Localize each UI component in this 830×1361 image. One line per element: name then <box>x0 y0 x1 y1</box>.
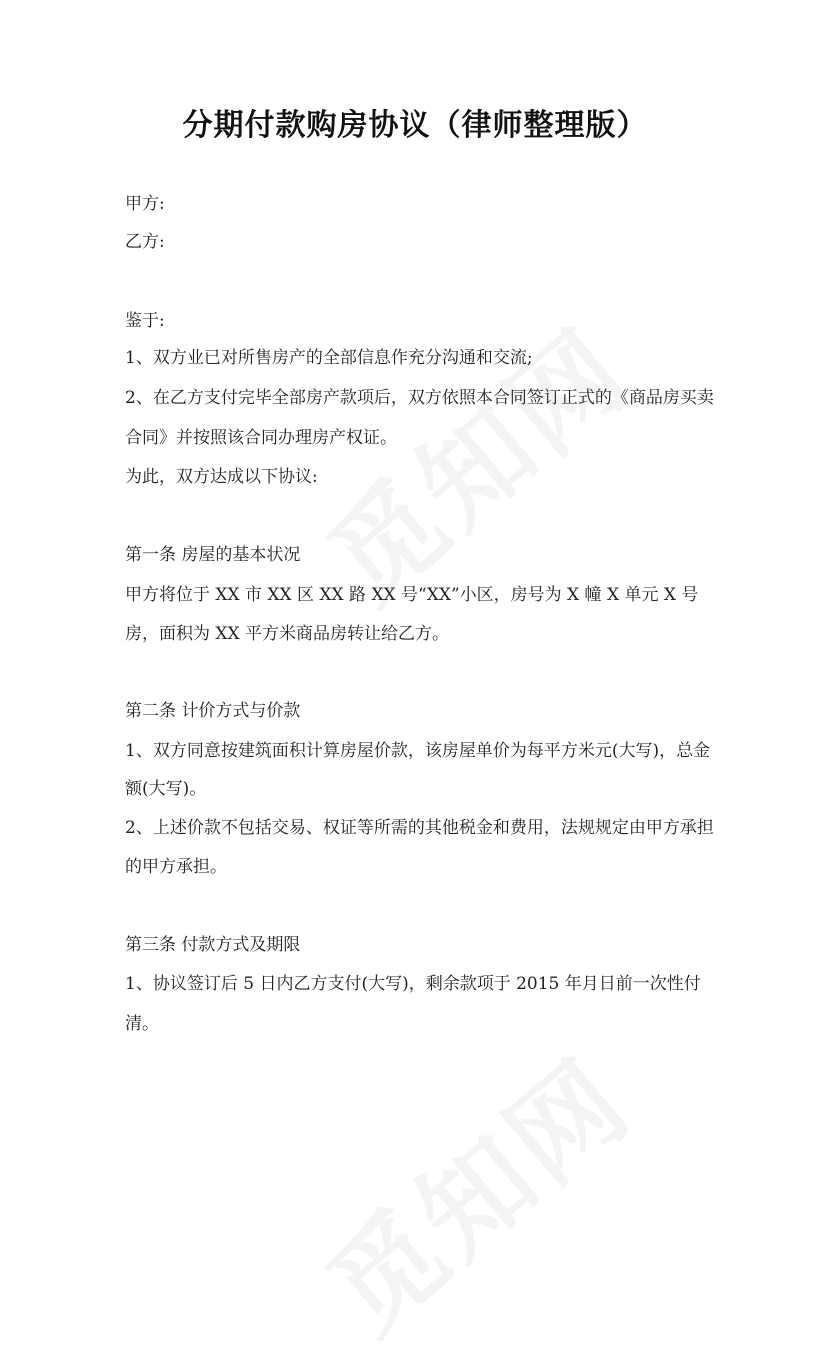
agreement-intro: 为此，双方达成以下协议: <box>125 467 318 487</box>
article-3-text: 1、协议签订后 5 日内乙方支付(大写)，剩余款项于 2015 年月日前一次性付 <box>125 974 701 994</box>
party-b-label: 乙方: <box>125 232 165 252</box>
article-1-text: 甲方将位于 XX 市 XX 区 XX 路 XX 号“XX”小区，房号为 X 幢 X 单元 X 号 <box>125 585 699 605</box>
whereas-label: 鉴于: <box>125 311 165 331</box>
whereas-item: 合同》并按照该合同办理房产权证。 <box>125 428 397 448</box>
article-2-text: 2、上述价款不包括交易、权证等所需的其他税金和费用，法规规定由甲方承担 <box>125 818 714 838</box>
whereas-item: 1、双方业已对所售房产的全部信息作充分沟通和交流; <box>125 348 533 368</box>
article-1-text: 房，面积为 XX 平方米商品房转让给乙方。 <box>125 624 450 644</box>
article-1-heading: 第一条 房屋的基本状况 <box>125 545 301 565</box>
article-2-text: 额(大写)。 <box>125 779 207 799</box>
watermark-top <box>290 287 658 632</box>
article-2-text: 1、双方同意按建筑面积计算房屋价款，该房屋单价为每平方米元(大写)，总金 <box>125 741 711 761</box>
whereas-item: 2、在乙方支付完毕全部房产款项后，双方依照本合同签订正式的《商品房买卖 <box>125 388 714 408</box>
article-2-heading: 第二条 计价方式与价款 <box>125 701 301 721</box>
article-3-text: 清。 <box>125 1014 159 1034</box>
article-2-text: 的甲方承担。 <box>125 857 227 877</box>
party-a-label: 甲方: <box>125 194 165 214</box>
watermark-bottom <box>290 1017 658 1361</box>
document-title: 分期付款购房协议（律师整理版） <box>182 108 648 143</box>
article-3-heading: 第三条 付款方式及期限 <box>125 935 301 955</box>
